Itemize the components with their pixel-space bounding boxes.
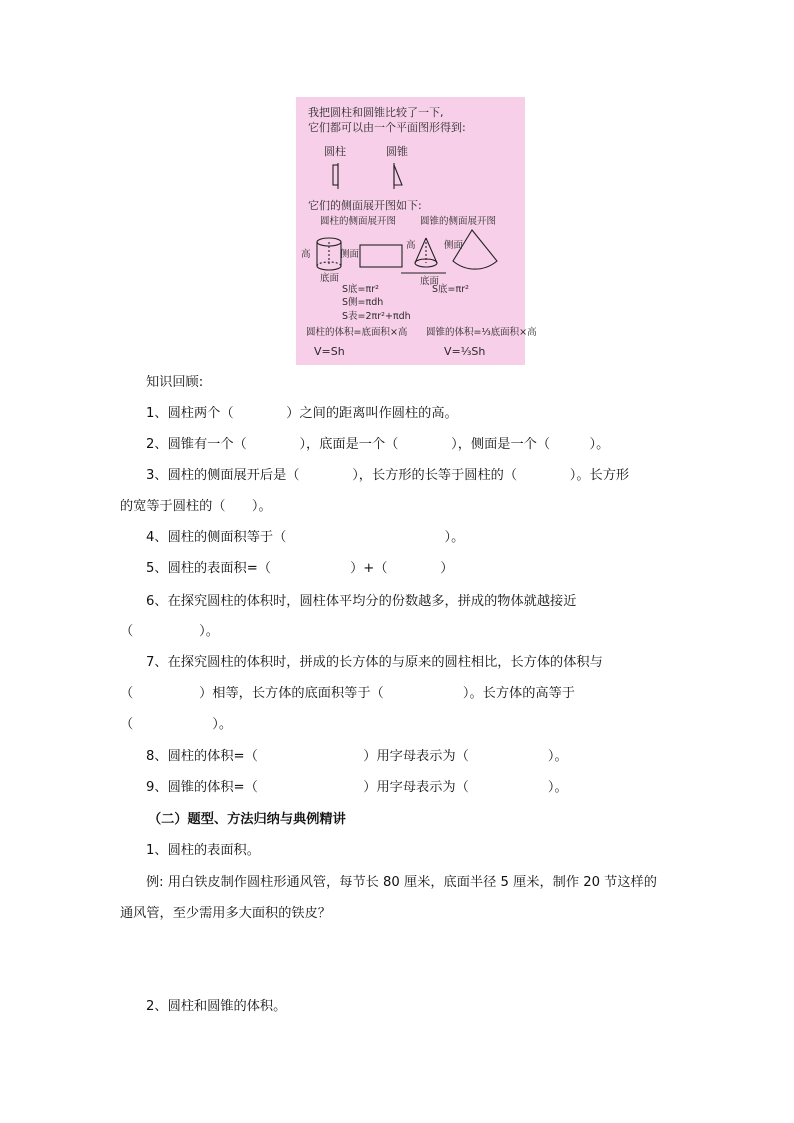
- question-5: 5、圆柱的表面积=（ ）+（ ）: [146, 561, 454, 576]
- figure-formula-base-cyl: S底=πr²: [342, 284, 379, 295]
- example-part1: 例: 用白铁皮制作圆柱形通风管，每节长 80 厘米，底面半径 5 厘米，制作 20 节这样的: [146, 875, 657, 890]
- figure-label-height-cone: 高: [406, 240, 416, 251]
- figure-label-side-cyl: 侧面: [340, 249, 360, 260]
- figure-label-height-cyl: 高: [301, 249, 311, 260]
- question-2: 2、圆锥有一个（ ），底面是一个（ ），侧面是一个（ ）。: [146, 437, 610, 452]
- figure-label-base-cone: 底面: [420, 276, 440, 287]
- question-4: 4、圆柱的侧面积等于（ ）。: [146, 530, 465, 545]
- question-8: 8、圆柱的体积=（ ）用字母表示为（ ）。: [146, 749, 568, 764]
- figure-label-side-cone: 侧面: [444, 240, 464, 251]
- figure-formula-total-cyl: S表=2πr²+πdh: [342, 311, 411, 322]
- figure-note-line1: 我把圆柱和圆锥比较了一下,: [308, 106, 444, 119]
- figure-vol-cone-text: 圆锥的体积=⅓底面积×高: [426, 327, 537, 338]
- figure-label-base-cyl: 底面: [320, 273, 340, 284]
- question-6-part1: 6、在探究圆柱的体积时，圆柱体平均分的份数越多，拼成的物体就越接近: [146, 594, 577, 609]
- figure-vol-cone-formula: V=⅓Sh: [444, 345, 486, 358]
- question-9: 9、圆锥的体积=（ ）用字母表示为（ ）。: [146, 780, 568, 795]
- question-3-part2: 的宽等于圆柱的（ ）。: [120, 499, 272, 514]
- cylinder-generator-shape: [333, 165, 338, 185]
- figure-vol-cyl-text: 圆柱的体积=底面积×高: [306, 327, 408, 338]
- cone-generator-shape: [394, 165, 402, 185]
- figure-formula-side-cyl: S侧=πdh: [342, 297, 384, 308]
- question-6-part2: （ ）。: [120, 624, 219, 639]
- cylinder-unfold-rectangle: [360, 245, 402, 267]
- cylinder-cone-comparison-figure: [296, 97, 537, 365]
- figure-formula-base-cone: S底=πr²: [432, 284, 469, 295]
- figure-note-line3: 它们的侧面展开图如下:: [308, 199, 422, 212]
- figure-vol-cyl-formula: V=Sh: [314, 345, 345, 358]
- figure-drawings: [296, 97, 525, 365]
- figure-label-cone: 圆锥: [386, 145, 408, 158]
- figure-label-cone-unfold: 圆锥的侧面展开图: [420, 216, 497, 227]
- question-3-part1: 3、圆柱的侧面展开后是（ ），长方形的长等于圆柱的（ ）。长方形: [146, 468, 630, 483]
- question-1: 1、圆柱两个（ ）之间的距离叫作圆柱的高。: [146, 406, 458, 421]
- example-part2: 通风管，至少需用多大面积的铁皮？: [120, 906, 331, 921]
- question-7-part2: （ ）相等，长方体的底面积等于（ ）。长方体的高等于: [120, 686, 575, 701]
- topic-2: 2、圆柱和圆锥的体积。: [146, 999, 287, 1014]
- figure-label-cyl-unfold: 圆柱的侧面展开图: [320, 216, 397, 227]
- cylinder-drawing: [317, 238, 341, 270]
- figure-note-line2: 它们都可以由一个平面图形得到:: [308, 121, 466, 134]
- question-7-part1: 7、在探究圆柱的体积时，拼成的长方体的与原来的圆柱相比，长方体的体积与: [146, 655, 603, 670]
- section-title-methods: （二）题型、方法归纳与典例精讲: [148, 812, 346, 827]
- question-7-part3: （ ）。: [120, 717, 233, 732]
- section-title-review: 知识回顾:: [146, 375, 204, 390]
- figure-label-cylinder: 圆柱: [324, 145, 346, 158]
- topic-1: 1、圆柱的表面积。: [146, 843, 260, 858]
